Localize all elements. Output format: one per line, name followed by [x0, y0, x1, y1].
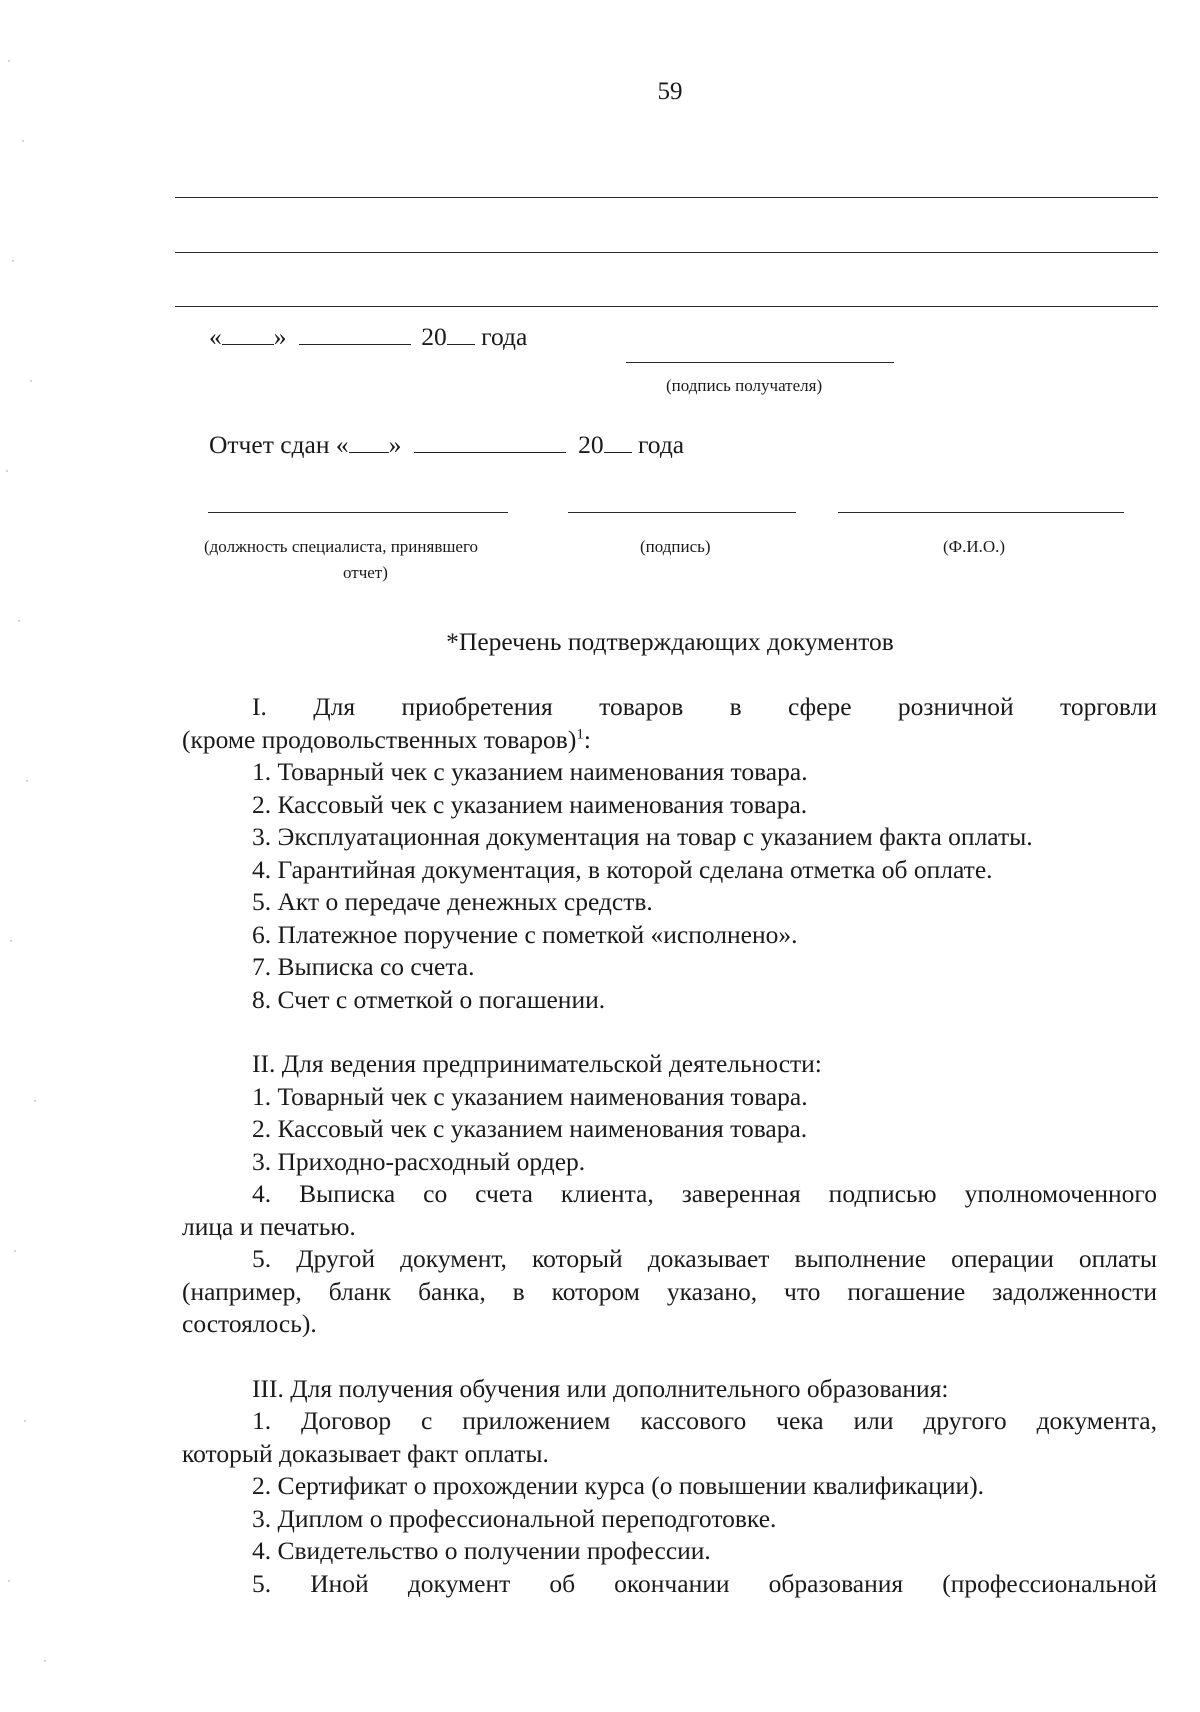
recipient-signature-caption: (подпись получателя)	[666, 376, 823, 395]
section1-title-text: (кроме продовольственных товаров)	[182, 724, 577, 754]
report-label: Отчет сдан «	[209, 430, 349, 459]
fio-line	[838, 512, 1124, 513]
section1-item: 5. Акт о передаче денежных средств.	[252, 887, 653, 916]
year-prefix: 20	[421, 322, 447, 351]
section2-item5-line1: 5. Другой документ, который доказывает выполнение операции оплаты	[252, 1244, 1157, 1273]
report-close-quote: »	[388, 430, 402, 459]
section2-item5-line3: состоялось).	[182, 1309, 317, 1338]
section1-title-end: :	[583, 724, 591, 754]
section3-title: III. Для получения обучения или дополнительного образования:	[252, 1373, 949, 1403]
fio-caption: (Ф.И.О.)	[943, 537, 1006, 556]
report-line	[209, 430, 684, 460]
day-blank	[222, 343, 274, 345]
section3-item: 3. Диплом о профессиональной переподготовке.	[252, 1503, 777, 1533]
section2-item4-line2: лица и печатью.	[182, 1211, 356, 1241]
signature-caption: (подпись)	[640, 537, 711, 556]
section3-item5-line1: 5. Иной документ об окончании образования (профессиональной	[252, 1568, 1157, 1598]
blank-line-1	[175, 197, 1158, 198]
report-day-blank	[349, 451, 389, 453]
section-spacer	[182, 1341, 1157, 1373]
section1-item: 3. Эксплуатационная документация на товар с указанием факта оплаты.	[252, 822, 1033, 851]
section1-item: 6. Платежное поручение с пометкой «исполнено».	[252, 919, 798, 949]
year-blank	[447, 343, 475, 345]
section2-item4-line1: 4. Выписка со счета клиента, заверенная подписью уполномоченного	[252, 1179, 1157, 1208]
report-month-blank	[414, 451, 566, 453]
section2-item: 1. Товарный чек с указанием наименования товара.	[252, 1081, 808, 1111]
section1-item: 2. Кассовый чек с указанием наименования товара.	[252, 789, 808, 819]
section2-item: 2. Кассовый чек с указанием наименования товара.	[252, 1114, 808, 1143]
section2-item: 3. Приходно-расходный ордер.	[252, 1146, 586, 1176]
recipient-signature-line	[626, 362, 894, 363]
section2-title: II. Для ведения предпринимательской деятельности:	[252, 1049, 822, 1078]
section1-item: 4. Гарантийная документация, в которой сделана отметка об оплате.	[252, 854, 993, 884]
page-number: 59	[657, 78, 683, 105]
date-line	[209, 322, 527, 352]
document-body	[182, 691, 1157, 1600]
blank-line-3	[175, 306, 1158, 307]
section3-item1-line1: 1. Договор с приложением кассового чека или другого документа,	[252, 1406, 1157, 1435]
section3-item: 2. Сертификат о прохождении курса (о повышении квалификации).	[252, 1471, 985, 1500]
position-caption: (должность специалиста, принявшего	[204, 537, 479, 556]
section3-item1-line2: который доказывает факт оплаты.	[182, 1438, 549, 1468]
section2-item5-line2: (например, бланк банка, в котором указано, что погашение задолженности	[182, 1276, 1157, 1306]
section1-item: 8. Счет с отметкой о погашении.	[252, 984, 606, 1014]
date-close-quote: »	[273, 322, 287, 351]
blank-line-2	[175, 252, 1158, 253]
report-year-prefix: 20	[578, 430, 604, 459]
documents-list-heading: *Перечень подтверждающих документов	[446, 627, 894, 656]
section1-item: 1. Товарный чек с указанием наименования товара.	[252, 757, 808, 786]
section3-item: 4. Свидетельство о получении профессии.	[252, 1536, 711, 1565]
section1-item: 7. Выписка со счета.	[252, 952, 475, 981]
footnote-mark: 1	[576, 726, 584, 742]
report-year-blank	[604, 451, 632, 453]
month-blank	[299, 343, 411, 345]
section1-title-line2	[182, 724, 1157, 757]
signature-line	[568, 512, 796, 513]
report-year-suffix: года	[637, 430, 685, 459]
date-open-quote: «	[209, 322, 222, 351]
year-suffix: года	[481, 322, 528, 351]
section-spacer	[182, 1016, 1157, 1048]
position-line	[208, 512, 508, 513]
position-caption-cont: отчет)	[343, 563, 388, 582]
section1-title-line1: I. Для приобретения товаров в сфере розничной торговли	[252, 692, 1157, 721]
